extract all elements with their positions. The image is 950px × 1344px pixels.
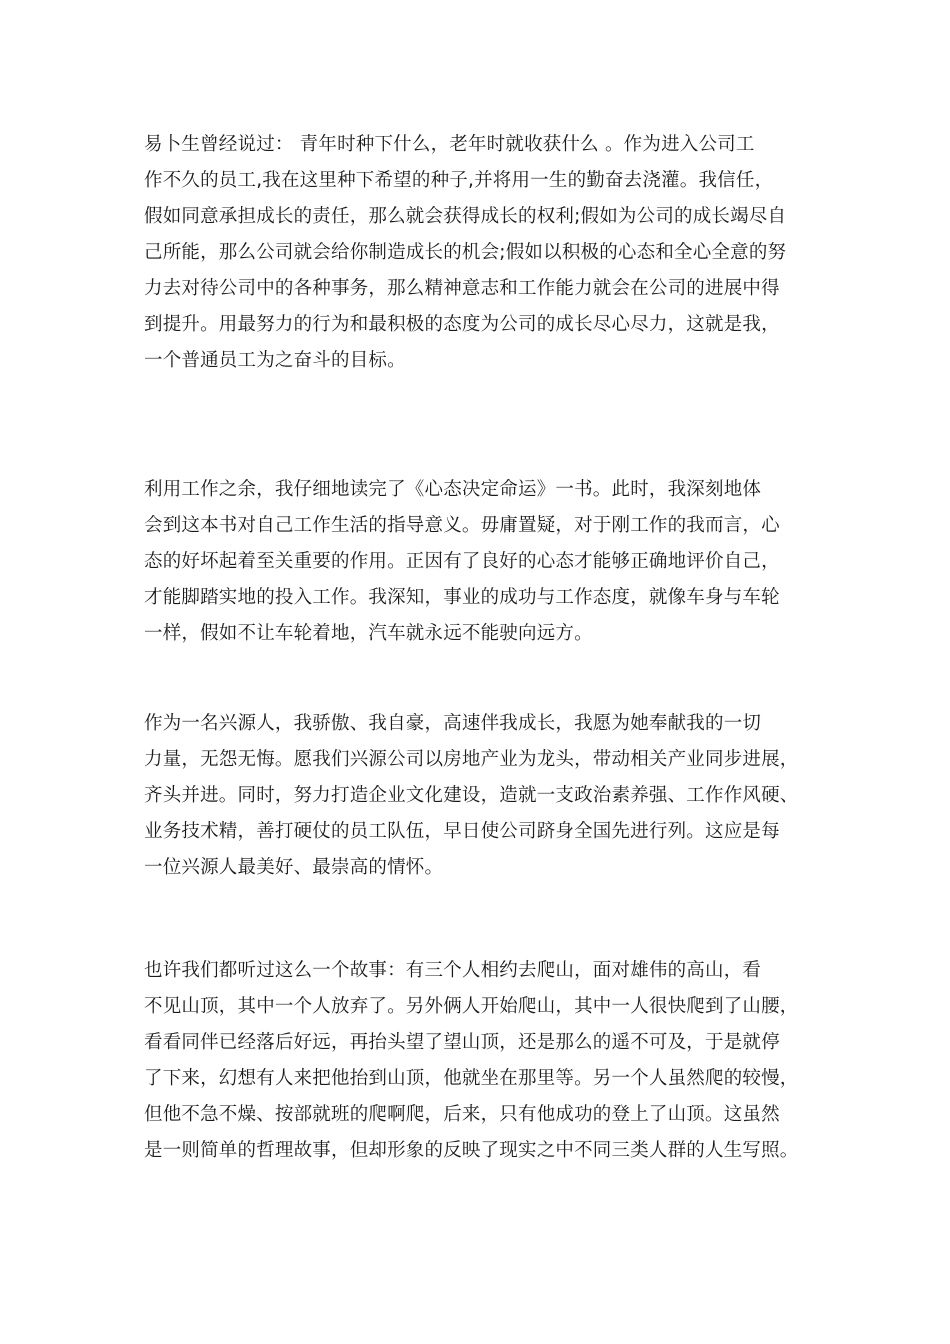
text-line: 己所能，那么公司就会给你制造成长的机会;假如以积极的心态和全心全意的努 bbox=[144, 242, 787, 263]
text-line: 利用工作之余，我仔细地读完了《心态决定命运》一书。此时，我深刻地体 bbox=[144, 479, 762, 500]
text-line: 一个普通员工为之奋斗的目标。 bbox=[144, 350, 406, 371]
paragraph-mountain-story bbox=[144, 953, 810, 1169]
text-line: 齐头并进。同时，努力打造企业文化建设，造就一支政治素养强、工作作风硬、 bbox=[144, 785, 799, 806]
text-line: 才能脚踏实地的投入工作。我深知，事业的成功与工作态度，就像车身与车轮 bbox=[144, 587, 780, 608]
text-line: 假如同意承担成长的责任，那么就会获得成长的权利;假如为公司的成长竭尽自 bbox=[144, 206, 787, 227]
text-line: 态的好坏起着至关重要的作用。正因有了良好的心态才能够正确地评价自己， bbox=[144, 551, 780, 572]
paragraph-company-pride bbox=[144, 706, 810, 886]
text-line: 不见山顶，其中一个人放弃了。另外俩人开始爬山，其中一人很快爬到了山腰， bbox=[144, 996, 799, 1017]
text-line: 一位兴源人最美好、最崇高的情怀。 bbox=[144, 857, 444, 878]
paragraph-ibsen-quote bbox=[144, 127, 810, 379]
text-line: 但他不急不燥、按部就班的爬啊爬，后来，只有他成功的登上了山顶。这虽然 bbox=[144, 1104, 780, 1125]
text-line: 是一则简单的哲理故事，但却形象的反映了现实之中不同三类人群的人生写照。 bbox=[144, 1140, 799, 1161]
text-line: 业务技术精，善打硬仗的员工队伍，早日使公司跻身全国先进行列。这应是每 bbox=[144, 821, 780, 842]
text-line: 力量，无怨无悔。愿我们兴源公司以房地产业为龙头，带动相关产业同步进展， bbox=[144, 749, 799, 770]
text-line: 看看同伴已经落后好远，再抬头望了望山顶，还是那么的遥不可及，于是就停 bbox=[144, 1032, 780, 1053]
text-line: 会到这本书对自己工作生活的指导意义。毋庸置疑，对于刚工作的我而言，心 bbox=[144, 515, 780, 536]
text-line: 也许我们都听过这么一个故事：有三个人相约去爬山，面对雄伟的高山，看 bbox=[144, 960, 762, 981]
text-line: 一样，假如不让车轮着地，汽车就永远不能驶向远方。 bbox=[144, 623, 593, 644]
text-line: 作不久的员工,我在这里种下希望的种子,并将用一生的勤奋去浇灌。我信任， bbox=[144, 170, 774, 191]
text-line: 易卜生曾经说过： 青年时种下什么，老年时就收获什么 。作为进入公司工 bbox=[144, 134, 755, 155]
text-line: 作为一名兴源人，我骄傲、我自豪，高速伴我成长，我愿为她奉献我的一切 bbox=[144, 713, 762, 734]
text-line: 到提升。用最努力的行为和最积极的态度为公司的成长尽心尽力，这就是我， bbox=[144, 314, 780, 335]
paragraph-book-reflection bbox=[144, 472, 810, 652]
text-line: 了下来，幻想有人来把他抬到山顶，他就坐在那里等。另一个人虽然爬的较慢， bbox=[144, 1068, 799, 1089]
text-line: 力去对待公司中的各种事务，那么精神意志和工作能力就会在公司的进展中得 bbox=[144, 278, 780, 299]
